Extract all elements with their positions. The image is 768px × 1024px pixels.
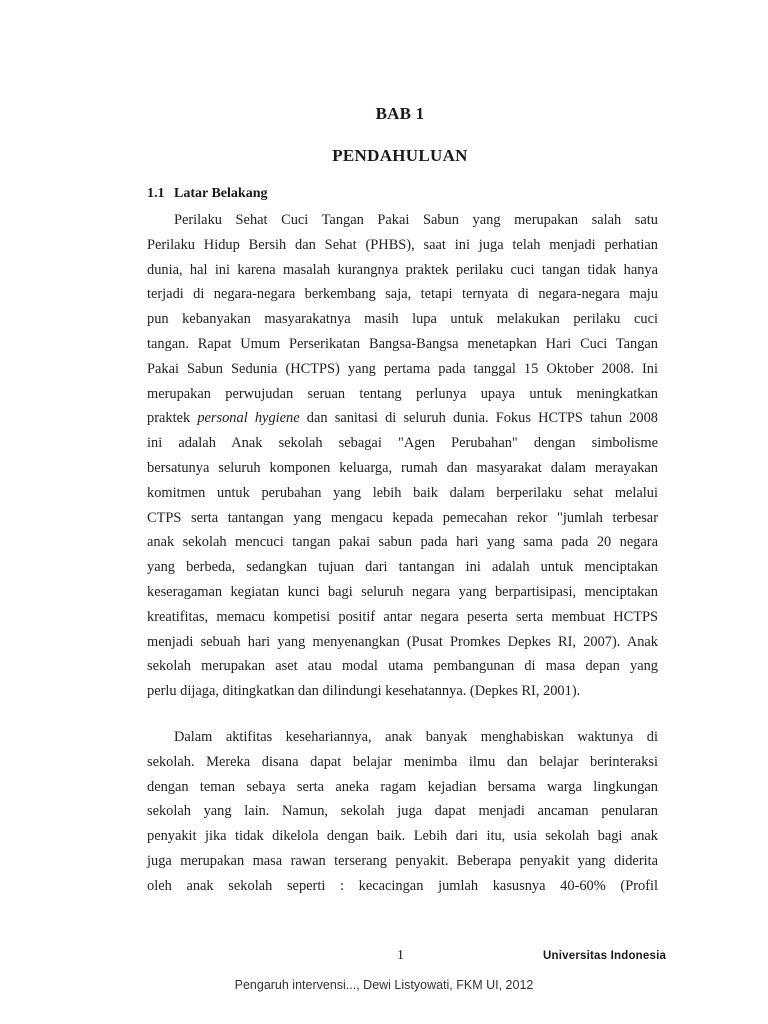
section-heading [147,186,267,202]
section-title: Latar Belakang [174,186,268,201]
paragraph-line: pun kebanyakan masyarakatnya masih lupa untuk melakukan perilaku cuci [147,311,658,328]
paragraph-1 [147,208,658,704]
paragraph-line: merupakan perwujudan seruan tentang perlunya upaya untuk meningkatkan [147,385,658,402]
paragraph-line: ini adalah Anak sekolah sebagai "Agen Perubahan" dengan simbolisme [147,435,658,452]
paragraph-line: terjadi di negara-negara berkembang saja, tetapi ternyata di negara-negara maju [147,286,658,303]
paragraph-line: tangan. Rapat Umum Perserikatan Bangsa-Bangsa menetapkan Hari Cuci Tangan [147,335,658,352]
paragraph-line: sekolah yang lain. Namun, sekolah juga dapat menjadi ancaman penularan [147,803,658,820]
paragraph-line: penyakit jika tidak dikelola dengan baik. Lebih dari itu, usia sekolah bagi anak [147,828,658,845]
paragraph-line: praktek personal hygiene dan sanitasi di seluruh dunia. Fokus HCTPS tahun 2008 [147,410,658,427]
italic-term: personal hygiene [197,410,300,427]
footer-citation: Pengaruh intervensi..., Dewi Listyowati, FKM UI, 2012 [234,978,534,992]
paragraph-line: komitmen untuk perubahan yang lebih baik dalam berperilaku sehat melalui [147,484,658,501]
paragraph-line: juga merupakan masa rawan terserang penyakit. Beberapa penyakit yang diderita [147,852,658,869]
section-number: 1.1 [147,186,165,201]
paragraph-line: oleh anak sekolah seperti : kecacingan jumlah kasusnya 40-60% (Profil [147,877,658,894]
paragraph-2 [147,725,658,899]
paragraph-line: bersatunya seluruh komponen keluarga, rumah dan masyarakat dalam merayakan [147,459,658,476]
paragraph-line: yang berbeda, sedangkan tujuan dari tantangan ini adalah untuk menciptakan [147,559,658,576]
paragraph-line: sekolah merupakan aset atau modal utama pembangunan di masa depan yang [147,658,658,675]
paragraph-line: kreatifitas, memacu kompetisi positif antar negara peserta serta membuat HCTPS [147,608,658,625]
paragraph-line: dengan teman sebaya serta aneka ragam kejadian bersama warga lingkungan [147,778,658,795]
paragraph-line: CTPS serta tantangan yang mengacu kepada pemecahan rekor "jumlah terbesar [147,509,658,526]
paragraph-line: perlu dijaga, ditingkatkan dan dilindungi kesehatannya. (Depkes RI, 2001). [147,683,581,700]
chapter-title: PENDAHULUAN [332,146,468,165]
paragraph-line: Dalam aktifitas kesehariannya, anak banyak menghabiskan waktunya di [174,729,658,745]
paragraph-line: sekolah. Mereka disana dapat belajar menimba ilmu dan belajar berinteraksi [147,753,658,770]
paragraph-line: anak sekolah mencuci tangan pakai sabun pada hari yang sama pada 20 negara [147,534,658,551]
page-number: 1 [397,948,404,963]
paragraph-line: menjadi sebuah hari yang menyenangkan (Pusat Promkes Depkes RI, 2007). Anak [147,633,658,650]
paragraph-line: Perilaku Sehat Cuci Tangan Pakai Sabun yang merupakan salah satu [174,212,658,228]
chapter-number: BAB 1 [375,104,425,123]
paragraph-line: keseragaman kegiatan kunci bagi seluruh negara yang berpartisipasi, menciptakan [147,583,658,600]
paragraph-line: dunia, hal ini karena masalah kurangnya praktek perilaku cuci tangan tidak hanya [147,261,658,278]
paragraph-line: Perilaku Hidup Bersih dan Sehat (PHBS), saat ini juga telah menjadi perhatian [147,236,658,253]
paragraph-line: Pakai Sabun Sedunia (HCTPS) yang pertama pada tanggal 15 Oktober 2008. Ini [147,360,658,377]
institution-name: Universitas Indonesia [543,950,667,962]
